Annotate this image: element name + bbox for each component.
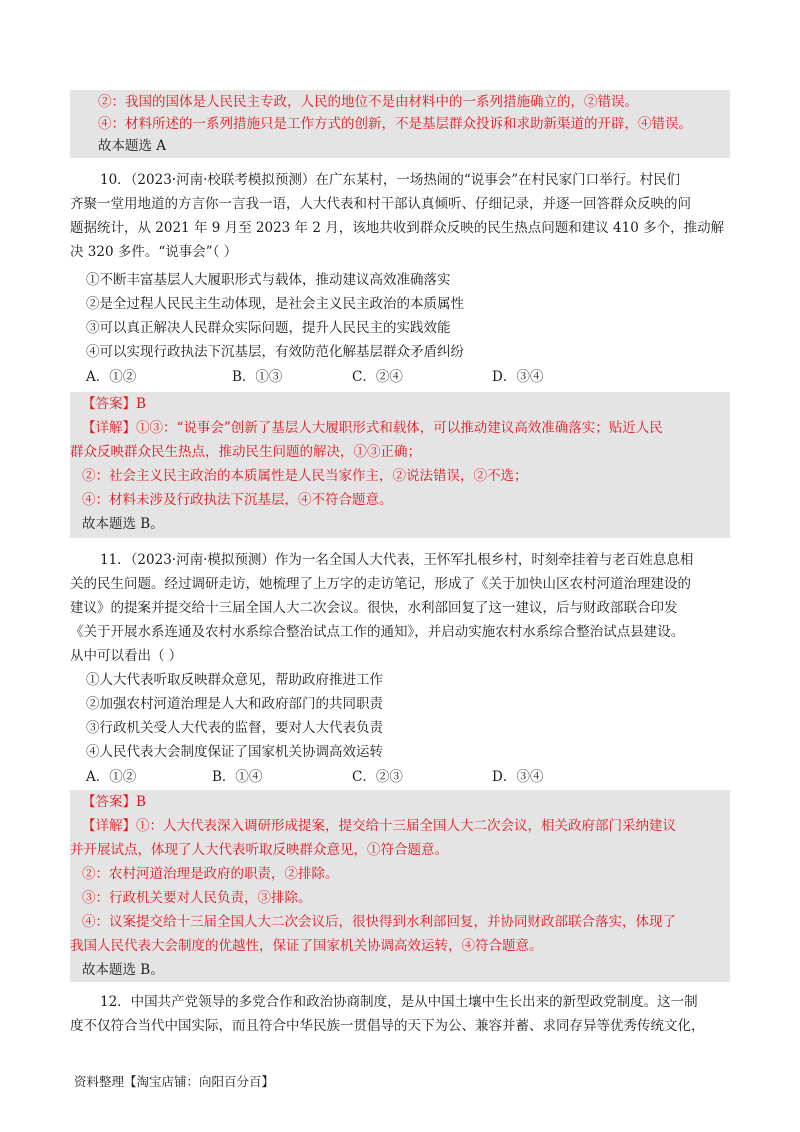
question-12 bbox=[70, 986, 730, 1042]
detail-line: ③：行政机关要对人民负责，③排除。 bbox=[82, 890, 312, 906]
question-stem-line: 12．中国共产党领导的多党合作和政治协商制度，是从中国土壤中生长出来的新型政党制度。这一制 bbox=[100, 994, 698, 1010]
answer-line: ④：材料所述的一系列措施只是工作方式的创新，不是基层群众投诉和求助新渠道的开辟，④错误。 bbox=[98, 116, 692, 132]
question-stem-line: 齐聚一堂用地道的方言你一言我一语，人大代表和村干部认真倾听、仔细记录，并逐一回答群众反映的问 bbox=[70, 196, 691, 212]
choice-a: A．①② bbox=[86, 769, 137, 785]
question-stem-line: 从中可以看出（ ） bbox=[70, 648, 183, 664]
choice-b: B．①④ bbox=[212, 769, 263, 785]
answer-label: 【答案】B bbox=[82, 396, 146, 412]
detail-line: 我国人民代表大会制度的优越性，保证了国家机关协调高效运转，④符合题意。 bbox=[70, 938, 543, 954]
choice-d: D．③④ bbox=[492, 369, 544, 385]
question-stem-line: 度不仅符合当代中国实际，而且符合中华民族一贯倡导的天下为公、兼容并蓄、求同存异等优秀传统文化， bbox=[70, 1018, 705, 1034]
statement-option: ②加强农村河道治理是人大和政府部门的共同职责 bbox=[86, 696, 383, 712]
question-stem-line: 11．（2023·河南·模拟预测）作为一名全国人大代表，王怀军扎根乡村，时刻牵挂着与老百姓息息相 bbox=[100, 552, 694, 568]
detail-line: ②：农村河道治理是政府的职责，②排除。 bbox=[82, 866, 339, 882]
detail-line: ②：社会主义民主政治的本质属性是人民当家作主，②说法错误，②不选； bbox=[82, 468, 528, 484]
detail-line: 【详解】①③：“说事会”创新了基层人大履职形式和载体，可以推动建议高效准确落实；贴近人民 bbox=[82, 420, 663, 436]
statement-option: ②是全过程人民民主生动体现，是社会主义民主政治的本质属性 bbox=[86, 296, 464, 312]
detail-line: 【详解】①：人大代表深入调研形成提案，提交给十三届全国人大二次会议，相关政府部门采纳建议 bbox=[82, 818, 676, 834]
choice-b: B．①③ bbox=[232, 369, 283, 385]
detail-line: 群众反映群众民生热点，推动民生问题的解决，①③正确； bbox=[70, 444, 421, 460]
choice-c: C．②④ bbox=[352, 369, 403, 385]
question-stem-line: 建议》的提案并提交给十三届全国人大二次会议。很快，水利部回复了这一建议，后与财政部联合印发 bbox=[70, 600, 678, 616]
question-10 bbox=[70, 162, 730, 387]
answer-conclusion: 故本题选 B。 bbox=[82, 516, 164, 532]
q11-answer-block bbox=[70, 790, 730, 982]
choice-a: A．①② bbox=[86, 369, 137, 385]
answer-line: ②：我国的国体是人民民主专政，人民的地位不是由材料中的一系列措施确立的，②错误。 bbox=[98, 94, 638, 110]
page-footer: 资料整理【淘宝店铺：向阳百分百】 bbox=[74, 1074, 275, 1089]
q10-answer-block bbox=[70, 392, 730, 538]
statement-option: ④可以实现行政执法下沉基层，有效防范化解基层群众矛盾纠纷 bbox=[86, 344, 464, 360]
question-stem-line: 决 320 多件。“说事会”（ ） bbox=[70, 244, 238, 260]
statement-option: ③可以真正解决人民群众实际问题，提升人民民主的实践效能 bbox=[86, 320, 451, 336]
question-stem-line: 10．（2023·河南·校联考模拟预测）在广东某村，一场热闹的“说事会”在村民家门口举行。村民们 bbox=[100, 172, 681, 188]
question-11 bbox=[70, 542, 730, 787]
detail-line: ④：材料未涉及行政执法下沉基层，④不符合题意。 bbox=[82, 492, 393, 508]
question-stem-line: 题据统计，从 2021 年 9 月至 2023 年 2 月，该地共收到群众反映的民生热点问题和建议 410 多个，推动解 bbox=[70, 220, 725, 236]
statement-option: ④人民代表大会制度保证了国家机关协调高效运转 bbox=[86, 744, 383, 760]
choice-c: C．②③ bbox=[352, 769, 403, 785]
choice-d: D．③④ bbox=[492, 769, 544, 785]
prev-answer-block bbox=[70, 90, 730, 158]
question-stem-line: 关的民生问题。经过调研走访，她梳理了上万字的走访笔记，形成了《关于加快山区农村河道治理建设的 bbox=[70, 576, 691, 592]
answer-conclusion: 故本题选 A bbox=[98, 138, 167, 154]
answer-label: 【答案】B bbox=[82, 794, 146, 810]
question-stem-line: 《关于开展水系连通及农村水系综合整治试点工作的通知》，并启动实施农村水系综合整治试点县建设。 bbox=[70, 624, 685, 640]
detail-line: 并开展试点，体现了人大代表听取反映群众意见，①符合题意。 bbox=[70, 842, 448, 858]
answer-conclusion: 故本题选 B。 bbox=[82, 962, 164, 978]
statement-option: ③行政机关受人大代表的监督，要对人大代表负责 bbox=[86, 720, 383, 736]
statement-option: ①不断丰富基层人大履职形式与载体，推动建议高效准确落实 bbox=[86, 272, 451, 288]
statement-option: ①人大代表听取反映群众意见，帮助政府推进工作 bbox=[86, 672, 383, 688]
detail-line: ④：议案提交给十三届全国人大二次会议后，很快得到水利部回复，并协同财政部联合落实，体现了 bbox=[82, 914, 676, 930]
